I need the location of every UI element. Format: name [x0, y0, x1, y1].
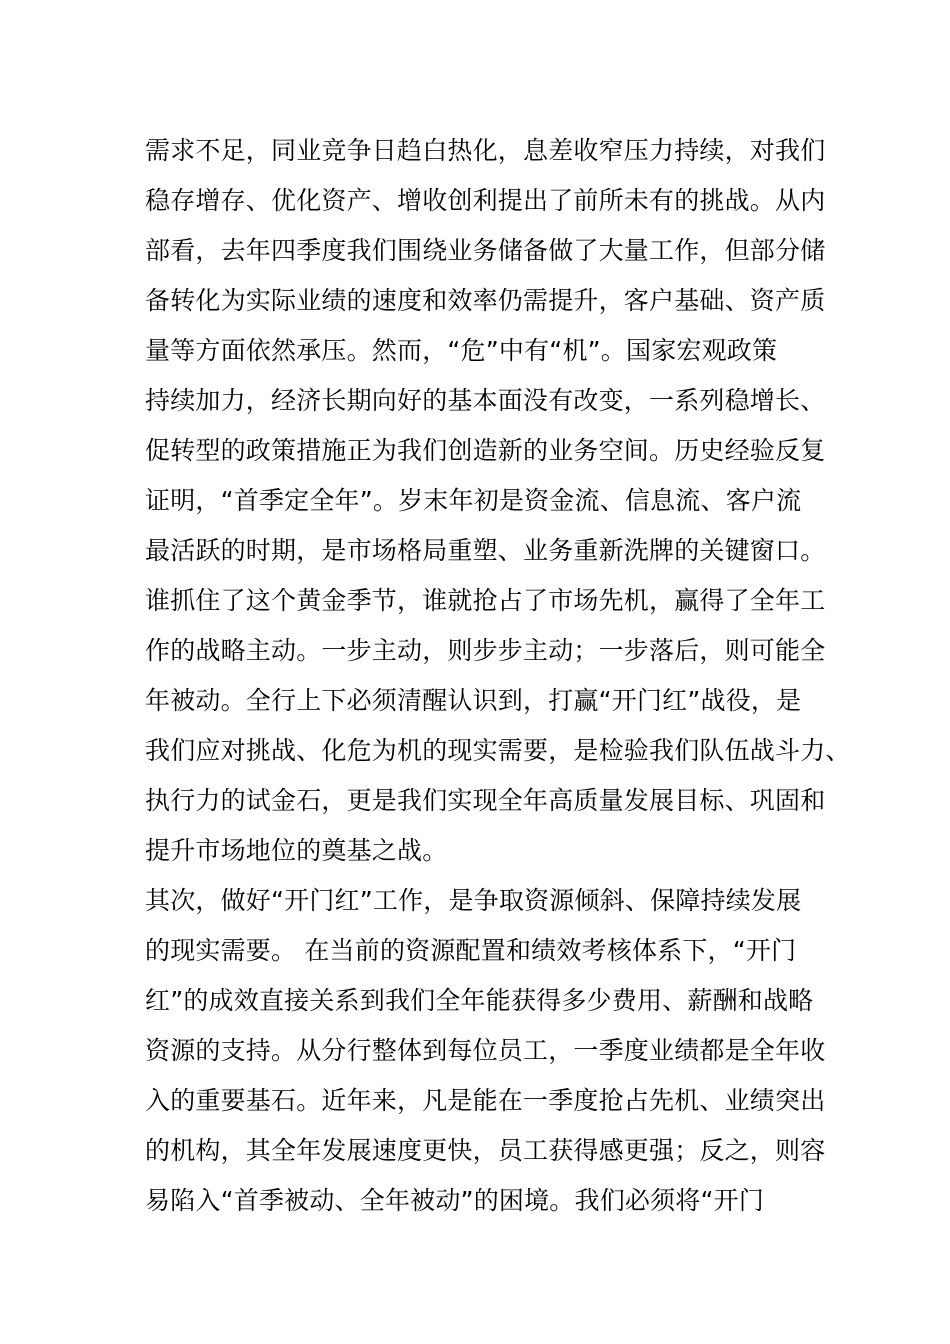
text-line: 的现实需要。 在当前的资源配置和绩效考核体系下，“开门 — [145, 936, 797, 965]
text-line: 最活跃的时期，是市场格局重塑、业务重新洗牌的关键窗口。 — [145, 536, 826, 565]
text-line: 稳存增存、优化资产、增收创利提出了前所未有的挑战。从内 — [145, 186, 826, 215]
text-line: 提升市场地位的奠基之战。 — [145, 836, 448, 865]
text-line: 的机构，其全年发展速度更快，员工获得感更强；反之，则容 — [145, 1136, 826, 1165]
text-line: 红”的成效直接关系到我们全年能获得多少费用、薪酬和战略 — [145, 986, 814, 1015]
text-line: 量等方面依然承压。然而，“危”中有“机”。国家宏观政策 — [145, 336, 778, 365]
text-line: 执行力的试金石，更是我们实现全年高质量发展目标、巩固和 — [145, 786, 826, 815]
text-line: 备转化为实际业绩的速度和效率仍需提升，客户基础、资产质 — [145, 286, 826, 315]
text-line: 促转型的政策措施正为我们创造新的业务空间。历史经验反复 — [145, 436, 826, 465]
text-line: 作的战略主动。一步主动，则步步主动；一步落后，则可能全 — [145, 636, 826, 665]
text-line: 持续加力，经济长期向好的基本面没有改变，一系列稳增长、 — [145, 386, 826, 415]
text-line: 部看，去年四季度我们围绕业务储备做了大量工作，但部分储 — [145, 236, 826, 265]
text-line: 易陷入“首季被动、全年被动”的困境。我们必须将“开门 — [145, 1186, 765, 1215]
text-line: 我们应对挑战、化危为机的现实需要，是检验我们队伍战斗力、 — [145, 736, 851, 765]
text-line: 其次，做好“开门红”工作，是争取资源倾斜、保障持续发展 — [145, 886, 802, 915]
text-line: 需求不足，同业竞争日趋白热化，息差收窄压力持续，对我们 — [145, 136, 826, 165]
text-line: 证明，“首季定全年”。岁末年初是资金流、信息流、客户流 — [145, 486, 802, 515]
text-line: 年被动。全行上下必须清醒认识到，打赢“开门红”战役，是 — [145, 686, 802, 715]
text-line: 资源的支持。从分行整体到每位员工，一季度业绩都是全年收 — [145, 1036, 826, 1065]
text-line: 谁抓住了这个黄金季节，谁就抢占了市场先机，赢得了全年工 — [145, 586, 826, 615]
body-text — [145, 126, 865, 1226]
text-line: 入的重要基石。近年来，凡是能在一季度抢占先机、业绩突出 — [145, 1086, 826, 1115]
